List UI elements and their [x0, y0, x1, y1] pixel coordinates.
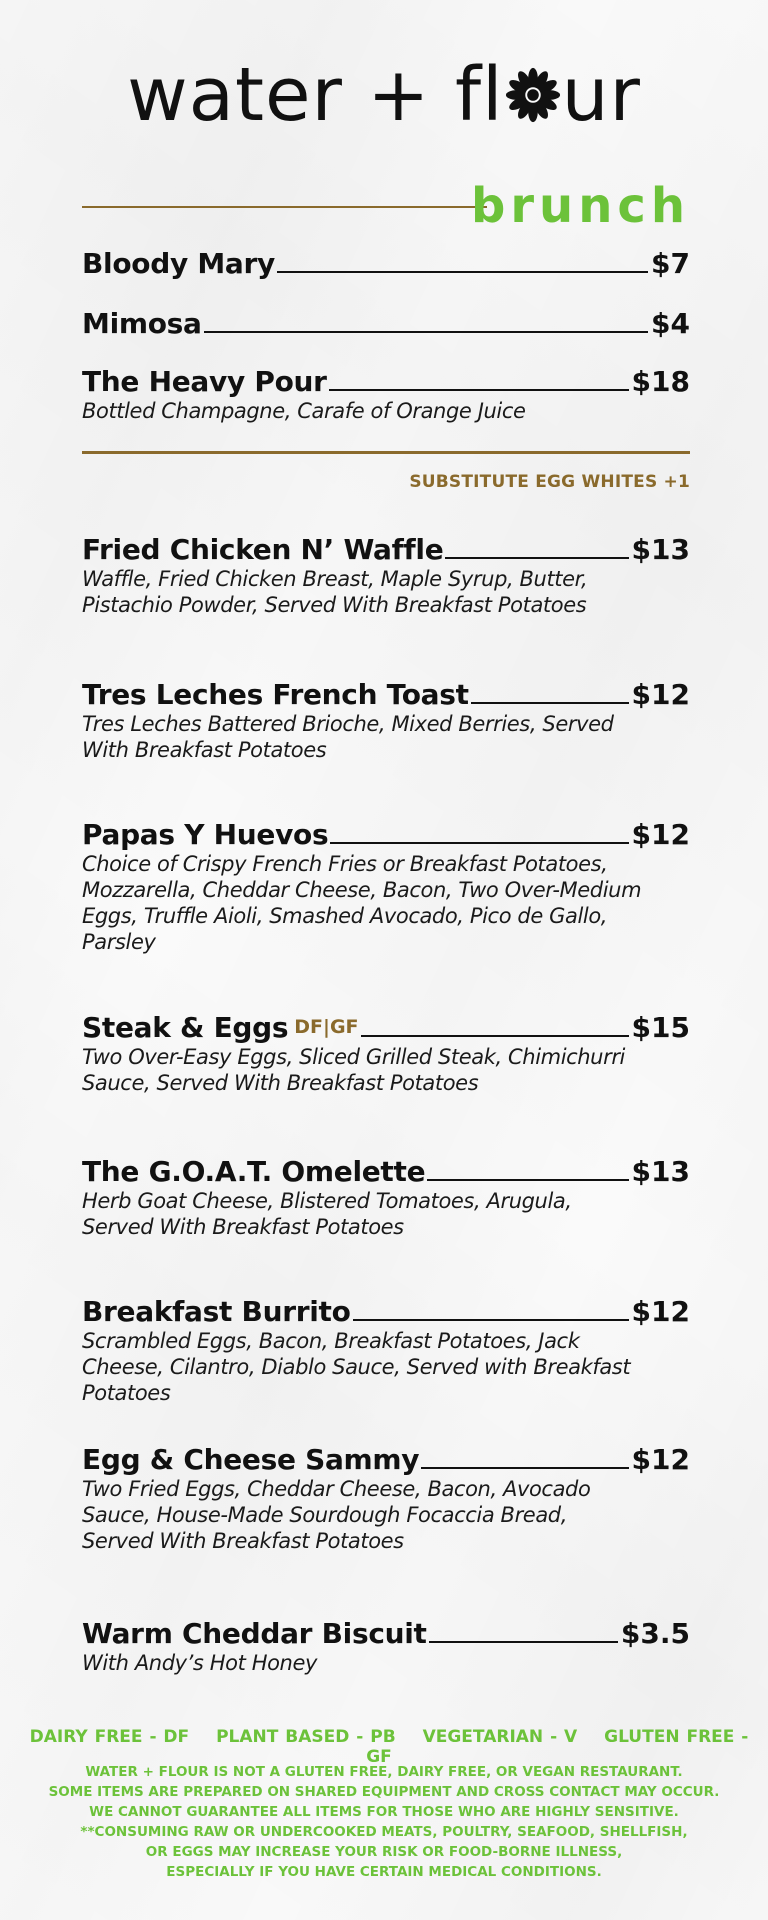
- dotted-leader: [353, 1319, 629, 1321]
- menu-item: [82, 1008, 690, 1096]
- dotted-leader: [429, 1641, 618, 1643]
- item-name: Breakfast Burrito: [82, 1295, 351, 1328]
- disclaimer-line: OR EGGS MAY INCREASE YOUR RISK OR FOOD-BORNE ILLNESS,: [145, 1844, 623, 1860]
- item-name: Bloody Mary: [82, 247, 275, 280]
- item-price: $13: [631, 533, 690, 566]
- item-description: Choice of Crispy French Fries or Breakfast Potatoes, Mozzarella, Cheddar Cheese, Bacon, Two Over-Medium Eggs, Truffle Aioli, Smashed Avocado, Pico de Gallo, Parsley: [82, 852, 642, 954]
- dotted-leader: [329, 389, 629, 391]
- item-description: Tres Leches Battered Brioche, Mixed Berries, Served With Breakfast Potatoes: [82, 712, 614, 762]
- menu-item: [82, 1440, 690, 1554]
- item-description: Two Over-Easy Eggs, Sliced Grilled Steak, Chimichurri Sauce, Served With Breakfast Potatoes: [82, 1045, 625, 1095]
- dietary-legend: [0, 1727, 768, 1767]
- item-description: With Andy’s Hot Honey: [82, 1651, 317, 1675]
- menu-item: [82, 530, 690, 618]
- item-name: Steak & Eggs: [82, 1011, 289, 1044]
- legend-item: GLUTEN FREE - GF: [366, 1727, 749, 1767]
- item-name: Warm Cheddar Biscuit: [82, 1617, 427, 1650]
- item-price: $12: [631, 678, 690, 711]
- section-divider: [82, 206, 487, 208]
- item-description: Scrambled Eggs, Bacon, Breakfast Potatoes, Jack Cheese, Cilantro, Diablo Sauce, Served with Breakfast Potatoes: [82, 1329, 631, 1405]
- allergy-disclaimer: [0, 1762, 768, 1882]
- menu-item: [82, 675, 690, 763]
- item-price: $4: [651, 307, 690, 340]
- legend-item: PLANT BASED - PB: [216, 1727, 396, 1747]
- item-name: The Heavy Pour: [82, 365, 327, 398]
- substitute-note: SUBSTITUTE EGG WHITES +1: [409, 472, 690, 492]
- section-header: [82, 178, 690, 234]
- item-price: $12: [631, 818, 690, 851]
- item-description: Waffle, Fried Chicken Breast, Maple Syrup, Butter, Pistachio Powder, Served With Breakfast Potatoes: [82, 567, 588, 617]
- menu-item: [82, 304, 690, 340]
- menu-item: [82, 1292, 690, 1406]
- item-description: Two Fried Eggs, Cheddar Cheese, Bacon, Avocado Sauce, House-Made Sourdough Focaccia Bread, Served With Breakfast Potatoes: [82, 1477, 591, 1553]
- item-name: The G.O.A.T. Omelette: [82, 1155, 426, 1188]
- item-price: $7: [651, 247, 690, 280]
- legend-item: VEGETARIAN - V: [422, 1727, 578, 1747]
- dotted-leader: [204, 331, 648, 333]
- menu-item: [82, 244, 690, 280]
- dietary-tag: DF|GF: [294, 1016, 359, 1038]
- logo-text-start: water + fl: [127, 52, 504, 138]
- dotted-leader: [427, 1179, 628, 1181]
- logo-text-end: ur: [561, 52, 641, 138]
- menu-item: [82, 1614, 690, 1676]
- item-name: Papas Y Huevos: [82, 818, 329, 851]
- disclaimer-line: ESPECIALLY IF YOU HAVE CERTAIN MEDICAL CONDITIONS.: [166, 1864, 602, 1880]
- dotted-leader: [330, 842, 628, 844]
- disclaimer-line: WE CANNOT GUARANTEE ALL ITEMS FOR THOSE WHO ARE HIGHLY SENSITIVE.: [89, 1804, 679, 1820]
- item-price: $3.5: [620, 1617, 690, 1650]
- menu-item: [82, 362, 690, 424]
- item-name: Fried Chicken N’ Waffle: [82, 533, 444, 566]
- item-description: Herb Goat Cheese, Blistered Tomatoes, Arugula, Served With Breakfast Potatoes: [82, 1189, 572, 1239]
- item-price: $15: [631, 1011, 690, 1044]
- item-description: Bottled Champagne, Carafe of Orange Juice: [82, 399, 526, 423]
- dotted-leader: [361, 1035, 629, 1037]
- dotted-leader: [445, 557, 628, 559]
- logo: [0, 52, 768, 138]
- item-name: Tres Leches French Toast: [82, 678, 469, 711]
- item-price: $18: [631, 365, 690, 398]
- dotted-leader: [471, 702, 629, 704]
- section-title: brunch: [471, 178, 690, 234]
- item-price: $13: [631, 1155, 690, 1188]
- dotted-leader: [421, 1467, 628, 1469]
- dotted-leader: [277, 271, 648, 273]
- section-divider: [82, 451, 690, 454]
- item-name: Egg & Cheese Sammy: [82, 1443, 420, 1476]
- item-name: Mimosa: [82, 307, 202, 340]
- disclaimer-line: SOME ITEMS ARE PREPARED ON SHARED EQUIPMENT AND CROSS CONTACT MAY OCCUR.: [48, 1784, 720, 1800]
- item-price: $12: [631, 1295, 690, 1328]
- disclaimer-line: WATER + FLOUR IS NOT A GLUTEN FREE, DAIRY FREE, OR VEGAN RESTAURANT.: [85, 1764, 683, 1780]
- disclaimer-line: **CONSUMING RAW OR UNDERCOOKED MEATS, POULTRY, SEAFOOD, SHELLFISH,: [80, 1824, 688, 1840]
- menu-item: [82, 815, 690, 955]
- item-price: $12: [631, 1443, 690, 1476]
- legend-item: DAIRY FREE - DF: [29, 1727, 190, 1747]
- menu-item: [82, 1152, 690, 1240]
- flower-icon: [504, 62, 562, 136]
